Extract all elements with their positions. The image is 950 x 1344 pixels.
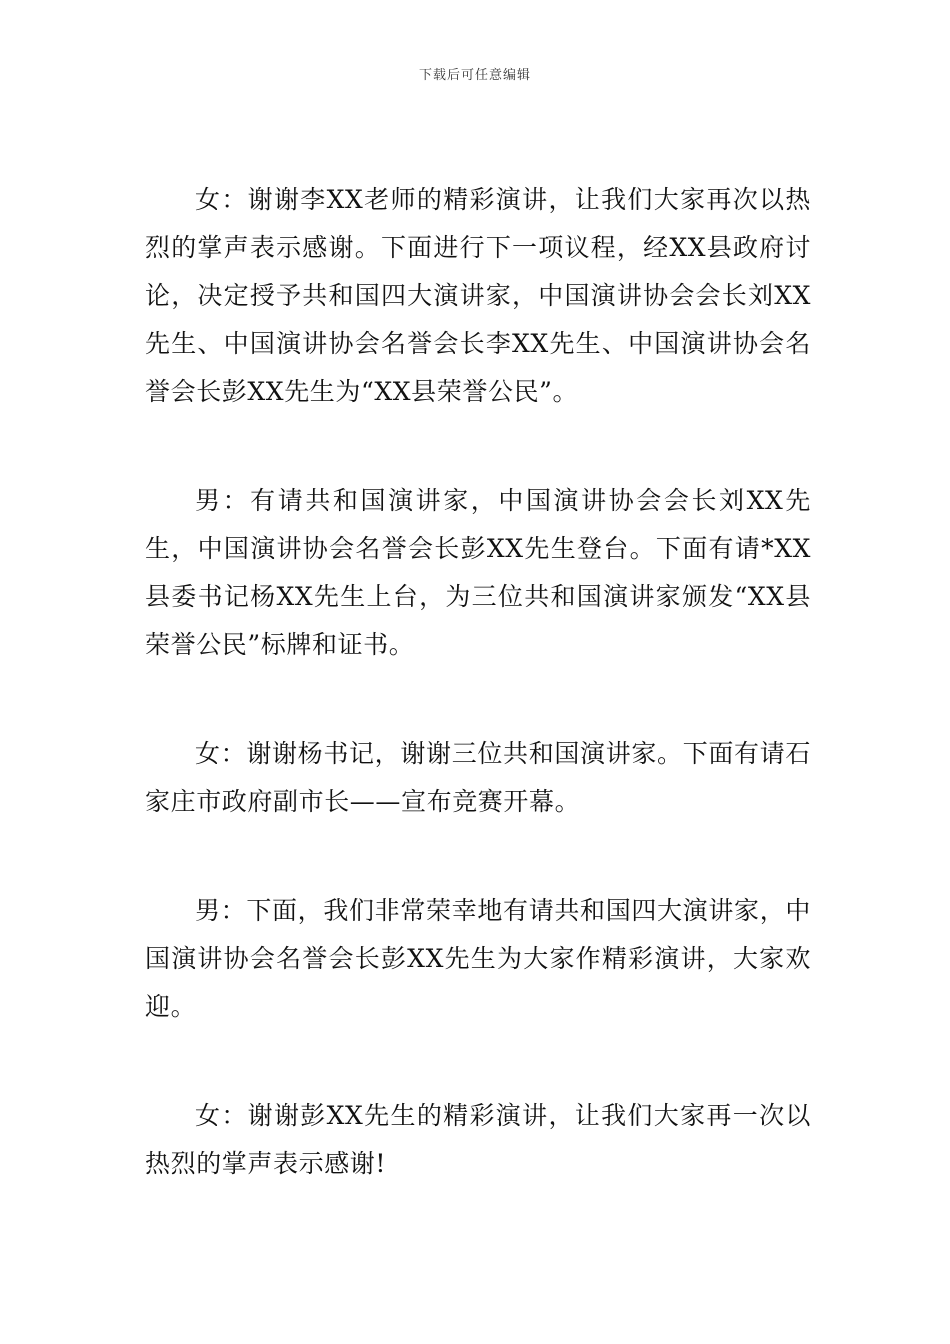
paragraph-1: 女：谢谢李XX老师的精彩演讲，让我们大家再次以热烈的掌声表示感谢。下面进行下一项议程，经XX县政府讨论，决定授予共和国四大演讲家，中国演讲协会会长刘XX先生、中国演讲协会名誉会长李XX先生、中国演讲协会名誉会长彭XX先生为“XX县荣誉公民”。 <box>145 185 811 406</box>
page-header: 下载后可任意编辑 <box>418 68 531 83</box>
paragraph-3: 女：谢谢杨书记，谢谢三位共和国演讲家。下面有请石家庄市政府副市长——宣布竞赛开幕。 <box>145 739 811 816</box>
paragraph-4: 男：下面，我们非常荣幸地有请共和国四大演讲家，中国演讲协会名誉会长彭XX先生为大家作精彩演讲，大家欢迎。 <box>145 896 811 1021</box>
paragraph-5: 女：谢谢彭XX先生的精彩演讲，让我们大家再一次以热烈的掌声表示感谢! <box>145 1101 811 1178</box>
paragraph-2: 男：有请共和国演讲家，中国演讲协会会长刘XX先生，中国演讲协会名誉会长彭XX先生登台。下面有请*XX县委书记杨XX先生上台，为三位共和国演讲家颁发“XX县荣誉公民”标牌和证书。 <box>145 486 811 659</box>
document-body <box>145 176 811 1249</box>
